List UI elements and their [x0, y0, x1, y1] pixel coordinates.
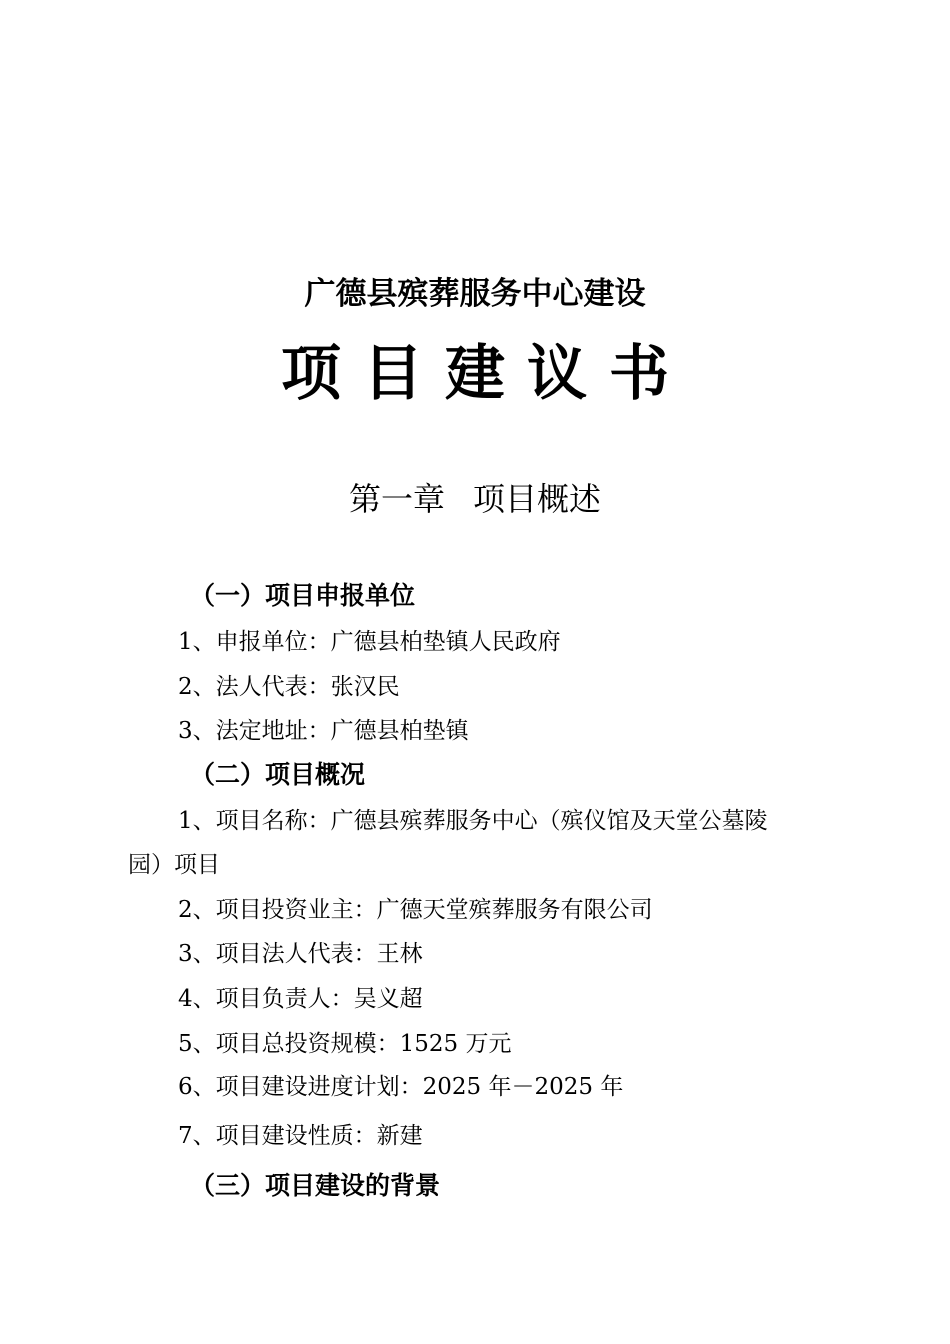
list-item: 3、法定地址：广德县柏垫镇 — [178, 718, 469, 744]
chapter-heading — [0, 474, 950, 520]
document-type-heading: 项目建议书 — [281, 339, 691, 409]
section-heading-applicant: （一）项目申报单位 — [190, 581, 416, 610]
list-item: 4、项目负责人：吴义超 — [178, 986, 423, 1012]
chapter-name: 项目概述 — [473, 480, 602, 518]
section-heading-overview: （二）项目概况 — [190, 760, 366, 789]
section-heading-background: （三）项目建设的背景 — [190, 1171, 441, 1200]
list-item-continuation: 园）项目 — [128, 852, 220, 878]
list-item: 5、项目总投资规模：1525 万元 — [178, 1031, 512, 1057]
list-item: 6、项目建设进度计划：2025 年－2025 年 — [178, 1074, 624, 1100]
list-item: 2、项目投资业主：广德天堂殡葬服务有限公司 — [178, 897, 653, 923]
list-item: 1、申报单位：广德县柏垫镇人民政府 — [178, 629, 561, 655]
list-item: 1、项目名称：广德县殡葬服务中心（殡仪馆及天堂公墓陵 — [178, 808, 768, 834]
chapter-number: 第一章 — [348, 480, 445, 518]
list-item: 7、项目建设性质：新建 — [178, 1123, 423, 1149]
list-item: 2、法人代表：张汉民 — [178, 674, 400, 700]
document-title: 广德县殡葬服务中心建设 — [304, 276, 646, 312]
list-item: 3、项目法人代表：王林 — [178, 941, 423, 967]
